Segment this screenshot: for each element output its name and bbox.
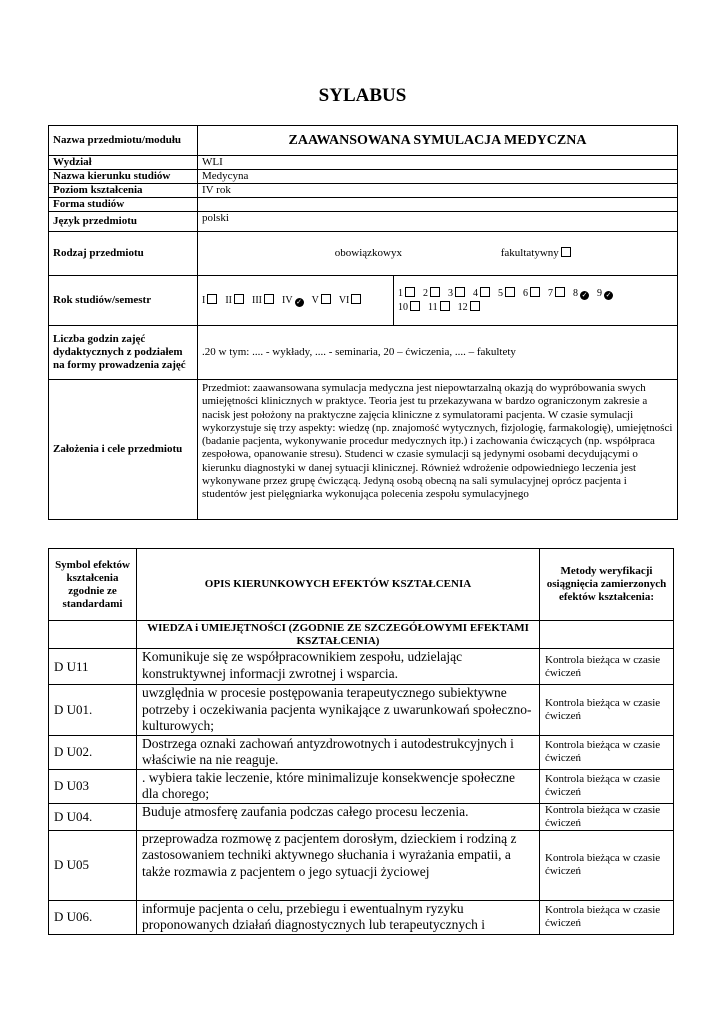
- aims-text: Przedmiot: zaawansowana symulacja medyczna jest niepowtarzalną okazją do wypróbowania swych umiejętności klinicznych w praktyce. Teoria jest tu przekazywana w bardzo ograniczonym zakresie a nacisk jest położony na praktyczne zajęcia kliniczne z symulatorami pacjenta. W czasie symulacji wykorzystuje się trzy aspekty: wiedzę (np. znajomość wytycznych, fizjologię, farmakologię), umiejętności (badanie pacjenta, wykonywanie procedur medycznych itp.) i zachowania ćwiczących (np. współpraca zespołowa, opanowanie stresu). Studenci w czasie symulacji są jedynymi osobami decydującymi o kierunku diagnostyki w danej sytuacji klinicznej. Również wdrożenie odpowiedniego leczenia jest wykonywane przez grupę ćwiczącą. Jedyną osobą obecną na sali symulacyjnej oprócz pacjenta i studentów jest pielęgniarka wykonująca polecenia zespołu symulacyjnego: [198, 380, 678, 520]
- hours-label: Liczba godzin zajęć dydaktycznych z podziałem na formy prowadzenia zajęć: [49, 326, 198, 380]
- checkbox-icon: [430, 287, 440, 297]
- year-option[interactable]: III: [252, 295, 274, 306]
- level-value: IV rok: [198, 184, 678, 198]
- outcome-method: Kontrola bieżąca w czasie ćwiczeń: [540, 900, 674, 934]
- outcome-text: informuje pacjenta o celu, przebiegu i ewentualnym ryzyku proponowanych działań diagnostycznych lub terapeutycznych i: [137, 900, 540, 934]
- outcome-method: Kontrola bieżąca w czasie ćwiczeń: [540, 685, 674, 736]
- outcome-code: D U03: [49, 769, 137, 803]
- semester-option[interactable]: 5: [498, 288, 515, 299]
- checkbox-icon: [555, 287, 565, 297]
- aims-label: Założenia i cele przedmiotu: [49, 380, 198, 520]
- checkbox-icon: [480, 287, 490, 297]
- language-value: polski: [198, 212, 678, 232]
- language-label: Język przedmiotu: [49, 212, 198, 232]
- table-row: [49, 803, 674, 830]
- col-symbol-header: Symbol efektów kształcenia zgodnie ze standardami: [49, 549, 137, 621]
- table-row: [49, 735, 674, 769]
- outcome-text: uwzględnia w procesie postępowania terapeutycznego subiektywne potrzeby i oczekiwania pacjenta wynikające z uwarunkowań społeczno-kulturowych;: [137, 685, 540, 736]
- semester-option[interactable]: 9 ✓: [597, 287, 612, 299]
- year-option[interactable]: II: [225, 295, 244, 306]
- course-info-table: [48, 125, 678, 520]
- section-spacer: [540, 621, 674, 649]
- semester-option[interactable]: 2: [423, 288, 440, 299]
- table-row: [49, 649, 674, 685]
- checked-mark-icon: ✓: [605, 290, 612, 299]
- outcome-method: Kontrola bieżąca w czasie ćwiczeń: [540, 649, 674, 685]
- semester-option[interactable]: 10: [398, 302, 420, 313]
- semester-option[interactable]: 1: [398, 288, 415, 299]
- field-value: Medycyna: [198, 170, 678, 184]
- hours-value: .20 w tym: .... - wykłady, .... - seminaria, 20 – ćwiczenia, .... – fakultety: [198, 326, 678, 380]
- col-desc-header: OPIS KIERUNKOWYCH EFEKTÓW KSZTAŁCENIA: [137, 549, 540, 621]
- semester-option[interactable]: 4: [473, 288, 490, 299]
- year-label: Rok studiów/semestr: [49, 276, 198, 326]
- course-name: ZAAWANSOWANA SYMULACJA MEDYCZNA: [198, 126, 678, 156]
- year-option[interactable]: VI: [339, 295, 362, 306]
- outcome-method: Kontrola bieżąca w czasie ćwiczeń: [540, 830, 674, 900]
- outcome-code: D U06.: [49, 900, 137, 934]
- outcome-code: D U02.: [49, 735, 137, 769]
- outcome-code: D U01.: [49, 685, 137, 736]
- table-row: [49, 769, 674, 803]
- type-label: Rodzaj przedmiotu: [49, 232, 198, 276]
- semester-option[interactable]: 12: [458, 302, 480, 313]
- outcome-text: Dostrzega oznaki zachowań antyzdrowotnych i autodestrukcyjnych i właściwie na nie reaguje.: [137, 735, 540, 769]
- table-row: [49, 830, 674, 900]
- checkbox-icon: [505, 287, 515, 297]
- type-options: [198, 232, 678, 276]
- outcome-code: D U11: [49, 649, 137, 685]
- checkbox-icon: [530, 287, 540, 297]
- outcome-text: . wybiera takie leczenie, które minimalizuje konsekwencje społeczne dla chorego;: [137, 769, 540, 803]
- semester-option[interactable]: 11: [428, 302, 450, 313]
- table-row: [49, 900, 674, 934]
- checkbox-icon: [321, 294, 331, 304]
- outcome-text: przeprowadza rozmowę z pacjentem dorosłym, dzieckiem i rodziną z zastosowaniem techniki aktywnego słuchania i wyrażania empatii, a także rozmawia z pacjentem o jego sytuacji życiowej: [137, 830, 540, 900]
- faculty-label: Wydział: [49, 156, 198, 170]
- year-option[interactable]: IV ✓: [282, 295, 303, 306]
- table-row: [49, 685, 674, 736]
- semester-option[interactable]: 6: [523, 288, 540, 299]
- outcomes-table: [48, 548, 674, 935]
- section-spacer: [49, 621, 137, 649]
- field-label: Nazwa kierunku studiów: [49, 170, 198, 184]
- checkbox-icon: [264, 294, 274, 304]
- type-optional[interactable]: fakultatywny: [501, 247, 571, 260]
- section-header: WIEDZA i UMIEJĘTNOŚCI (ZGODNIE ZE SZCZEGÓŁOWYMI EFEKTAMI KSZTAŁCENIA): [137, 621, 540, 649]
- course-name-label: Nazwa przedmiotu/modułu: [49, 126, 198, 156]
- checkbox-icon: [234, 294, 244, 304]
- checkbox-icon: [410, 301, 420, 311]
- outcome-code: D U04.: [49, 803, 137, 830]
- form-label: Forma studiów: [49, 198, 198, 212]
- type-mandatory: obowiązkowyx: [334, 247, 402, 259]
- semester-option[interactable]: 7: [548, 288, 565, 299]
- outcome-text: Komunikuje się ze współpracownikiem zespołu, udzielając konstruktywnej informacji zwrotnej i wsparcia.: [137, 649, 540, 685]
- year-option[interactable]: I: [202, 295, 217, 306]
- form-value: [198, 198, 678, 212]
- year-options: [198, 276, 394, 326]
- semester-option[interactable]: 8 ✓: [573, 287, 588, 299]
- checkbox-icon: [455, 287, 465, 297]
- checked-mark-icon: ✓: [581, 290, 588, 299]
- checkbox-icon: [440, 301, 450, 311]
- semester-option[interactable]: 3: [448, 288, 465, 299]
- semester-options: [394, 276, 678, 326]
- outcome-method: Kontrola bieżąca w czasie ćwiczeń: [540, 735, 674, 769]
- checkbox-icon: [207, 294, 217, 304]
- page-title: SYLABUS: [318, 85, 407, 106]
- checkbox-icon: [351, 294, 361, 304]
- outcome-method: Kontrola bieżąca w czasie ćwiczeń: [540, 769, 674, 803]
- checkbox-icon: [561, 247, 571, 257]
- outcome-code: D U05: [49, 830, 137, 900]
- outcome-text: Buduje atmosferę zaufania podczas całego procesu leczenia.: [137, 803, 540, 830]
- level-label: Poziom kształcenia: [49, 184, 198, 198]
- faculty-value: WLI: [198, 156, 678, 170]
- checkbox-icon: [470, 301, 480, 311]
- col-method-header: Metody weryfikacji osiągnięcia zamierzonych efektów kształcenia:: [540, 549, 674, 621]
- outcome-method: Kontrola bieżąca w czasie ćwiczeń: [540, 803, 674, 830]
- checkbox-icon: [405, 287, 415, 297]
- year-option[interactable]: V: [312, 295, 331, 306]
- checked-mark-icon: ✓: [296, 298, 303, 306]
